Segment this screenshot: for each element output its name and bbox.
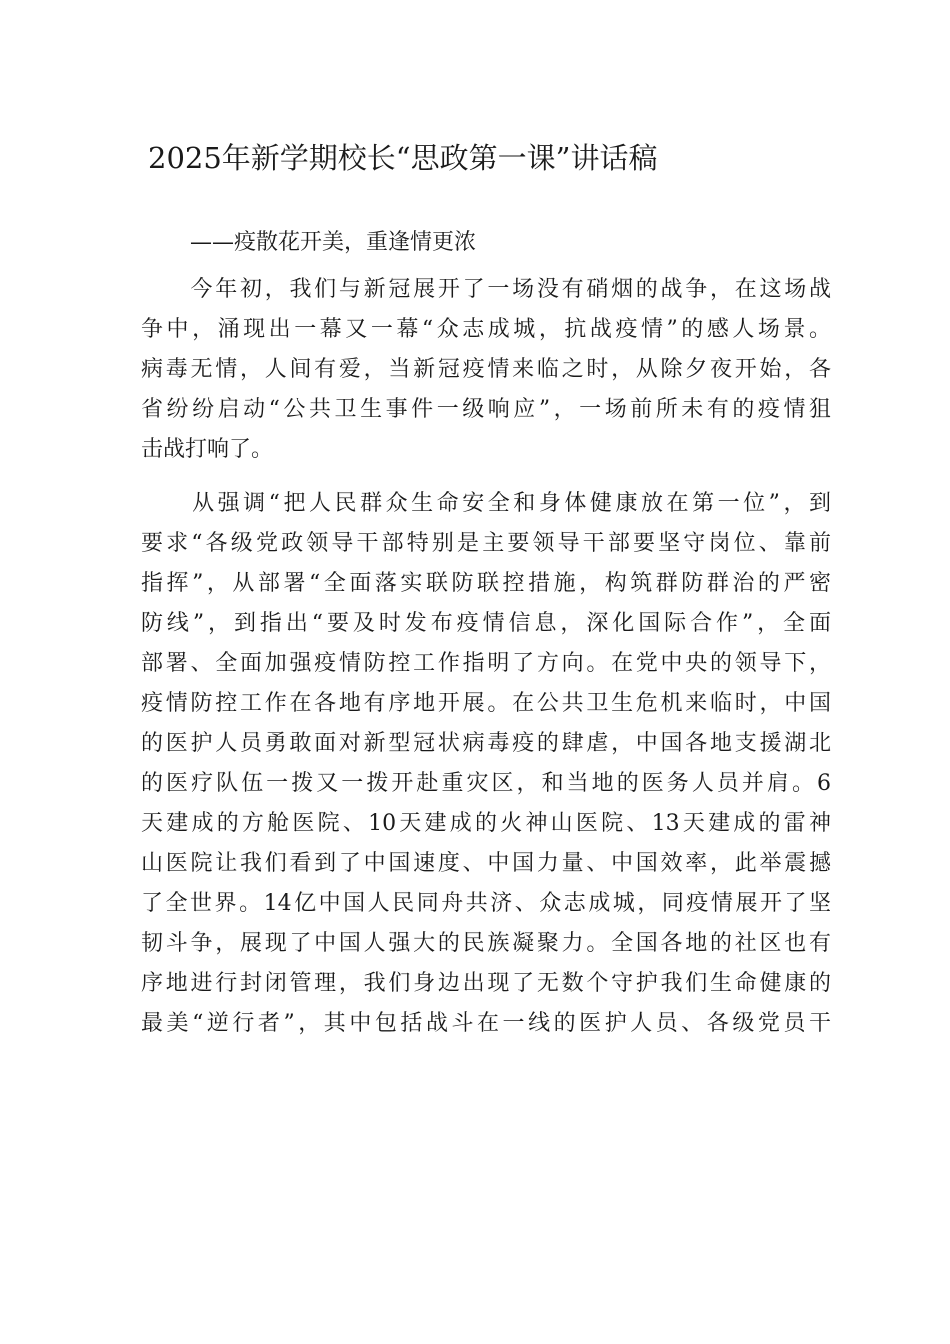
document-title: 2025年新学期校长“思政第一课”讲话稿 [148, 141, 658, 175]
document-subtitle: ——疫散花开美，重逢情更浓 [190, 230, 477, 255]
text-line: 疫情防控工作在各地有序地开展。在公共卫生危机来临时，中国 [141, 691, 831, 716]
text-line: 防线”，到指出“要及时发布疫情信息，深化国际合作”，全面 [141, 611, 831, 636]
text-line: 争中，涌现出一幕又一幕“众志成城，抗战疫情”的感人场景。 [141, 317, 831, 342]
document-body [141, 270, 831, 1044]
text-line: 指挥”，从部署“全面落实联防联控措施，构筑群防群治的严密 [141, 571, 831, 596]
text-line: 最美“逆行者”，其中包括战斗在一线的医护人员、各级党员干 [141, 1011, 831, 1036]
paragraph-1 [141, 270, 831, 470]
text-line: 要求“各级党政领导干部特别是主要领导干部要坚守岗位、靠前 [141, 531, 831, 556]
paragraph-2 [141, 484, 831, 1044]
text-line: 省纷纷启动“公共卫生事件一级响应”，一场前所未有的疫情狙 [141, 397, 831, 422]
text-line: 的医护人员勇敢面对新型冠状病毒疫的肆虐，中国各地支援湖北 [141, 731, 831, 756]
text-line: 序地进行封闭管理，我们身边出现了无数个守护我们生命健康的 [141, 971, 831, 996]
text-line: 从强调“把人民群众生命安全和身体健康放在第一位”，到 [141, 491, 831, 516]
text-line: 今年初，我们与新冠展开了一场没有硝烟的战争，在这场战 [141, 277, 831, 302]
text-line: 山医院让我们看到了中国速度、中国力量、中国效率，此举震撼 [141, 851, 831, 876]
text-line: 天建成的方舱医院、10天建成的火神山医院、13天建成的雷神 [141, 811, 831, 836]
text-line: 了全世界。14亿中国人民同舟共济、众志成城，同疫情展开了坚 [141, 891, 831, 916]
text-line: 韧斗争，展现了中国人强大的民族凝聚力。全国各地的社区也有 [141, 931, 831, 956]
text-line: 的医疗队伍一拨又一拨开赴重灾区，和当地的医务人员并肩。6 [141, 771, 831, 796]
paragraph-gap [141, 470, 831, 484]
text-line: 病毒无情，人间有爱，当新冠疫情来临之时，从除夕夜开始，各 [141, 357, 831, 382]
text-line: 部署、全面加强疫情防控工作指明了方向。在党中央的领导下， [141, 651, 831, 676]
text-line: 击战打响了。 [141, 437, 274, 462]
